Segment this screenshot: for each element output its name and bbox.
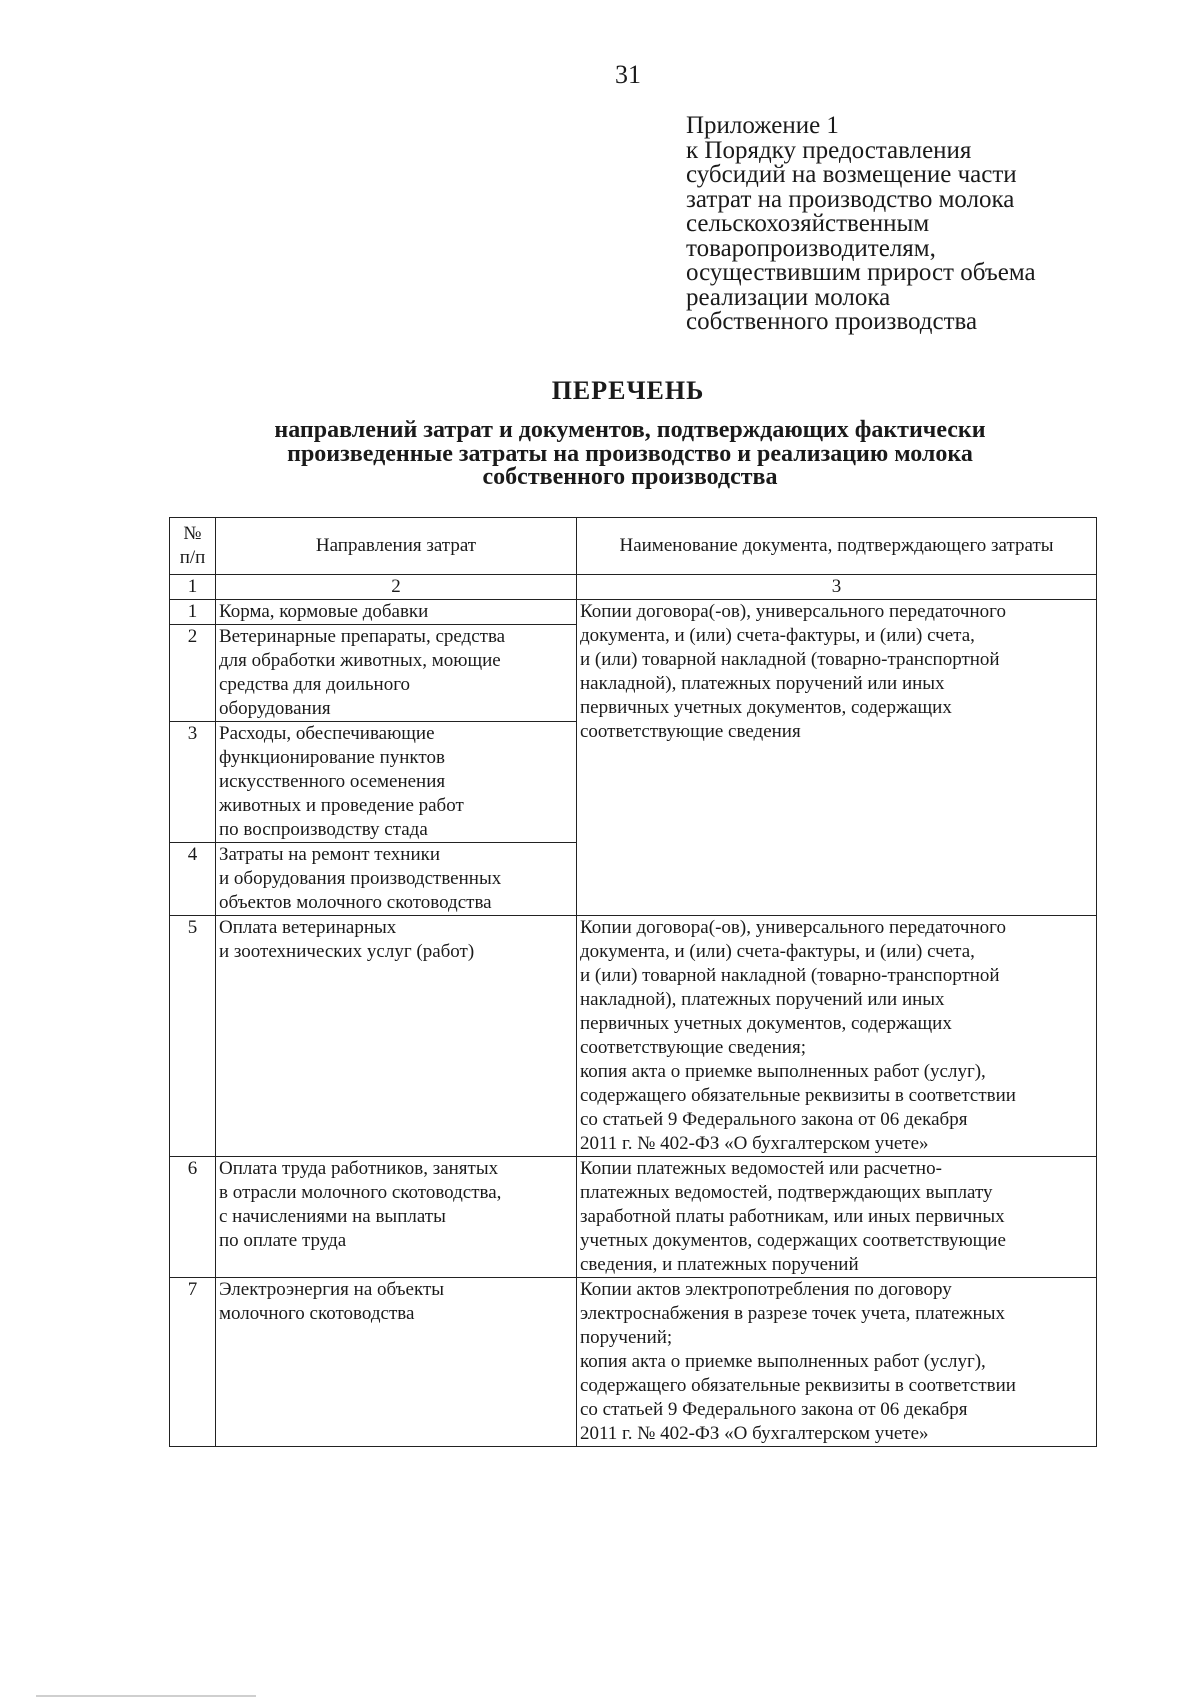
row-direction: [216, 1157, 577, 1278]
direction-line: Ветеринарные препараты, средства: [219, 626, 506, 647]
document-line: первичных учетных документов, содержащих: [580, 697, 952, 718]
column-numbers-row: [170, 575, 1097, 600]
direction-line: Оплата ветеринарных: [219, 917, 397, 938]
direction-line: для обработки животных, моющие: [219, 650, 501, 671]
row-document: [577, 1157, 1097, 1278]
subtitle-line: произведенные затраты на производство и реализацию молока: [287, 440, 973, 467]
header-document: Наименование документа, подтверждающего затраты: [577, 518, 1097, 575]
document-line: копия акта о приемке выполненных работ (услуг),: [580, 1061, 986, 1082]
appendix-line: товаропроизводителям,: [686, 234, 936, 262]
document-line: содержащего обязательные реквизиты в соответствии: [580, 1085, 1016, 1106]
appendix-line: субсидий на возмещение части: [686, 161, 1017, 188]
column-number: 2: [216, 575, 577, 600]
header-num-line: п/п: [179, 547, 206, 568]
row-document: [577, 916, 1097, 1157]
direction-line: Оплата труда работников, занятых: [219, 1158, 499, 1179]
document-line: 2011 г. № 402-ФЗ «О бухгалтерском учете»: [580, 1423, 929, 1444]
direction-line: объектов молочного скотоводства: [219, 892, 492, 913]
row-number: 5: [170, 916, 216, 1157]
document-title: ПЕРЕЧЕНЬ: [551, 376, 705, 405]
row-direction: [216, 843, 577, 916]
table-row: [170, 1157, 1097, 1278]
row-document-merged: [577, 600, 1097, 916]
table-row: [170, 600, 1097, 625]
column-number: 1: [170, 575, 216, 600]
subtitle-line: направлений затрат и документов, подтверждающих фактически: [274, 417, 986, 443]
direction-line: по оплате труда: [219, 1230, 347, 1251]
row-direction: [216, 600, 577, 625]
document-line: со статьей 9 Федерального закона от 06 декабря: [580, 1399, 968, 1420]
direction-line: Электроэнергия на объекты: [219, 1279, 445, 1300]
appendix-line: реализации молока: [686, 283, 891, 311]
document-line: поручений;: [580, 1327, 673, 1348]
document-line: накладной), платежных поручений или иных: [580, 989, 945, 1010]
appendix-line: к Порядку предоставления: [686, 136, 972, 164]
direction-line: и зоотехнических услуг (работ): [219, 941, 475, 962]
direction-line: средства для доильного: [219, 674, 411, 695]
scan-artifact-line: [36, 1695, 256, 1697]
appendix-line: осуществившим прирост объема: [686, 259, 1036, 286]
document-line: соответствующие сведения: [580, 721, 801, 742]
subtitle-line: собственного производства: [482, 464, 778, 490]
document-line: Копии договора(-ов), универсального передаточного: [580, 601, 1006, 622]
direction-line: Корма, кормовые добавки: [219, 601, 429, 622]
table-row: [170, 1278, 1097, 1447]
document-subtitle: [180, 419, 1080, 490]
row-direction: [216, 625, 577, 722]
appendix-line: Приложение 1: [686, 112, 839, 139]
document-line: содержащего обязательные реквизиты в соответствии: [580, 1375, 1016, 1396]
appendix-line: собственного производства: [686, 308, 978, 335]
document-line: электроснабжения в разрезе точек учета, платежных: [580, 1303, 1005, 1324]
page-number: 31: [615, 60, 641, 89]
direction-line: Расходы, обеспечивающие: [219, 723, 435, 744]
direction-line: по воспроизводству стада: [219, 819, 428, 840]
document-line: учетных документов, содержащих соответствующие: [580, 1230, 1006, 1251]
row-number: 1: [170, 600, 216, 625]
document-line: платежных ведомостей, подтверждающих выплату: [580, 1182, 993, 1203]
row-number: 7: [170, 1278, 216, 1447]
document-line: и (или) товарной накладной (товарно-транспортной: [580, 965, 1000, 986]
direction-line: искусственного осеменения: [219, 771, 446, 792]
document-line: Копии договора(-ов), универсального передаточного: [580, 917, 1006, 938]
direction-line: оборудования: [219, 698, 331, 719]
direction-line: функционирование пунктов: [219, 747, 445, 768]
document-line: документа, и (или) счета-фактуры, и (или) счета,: [580, 625, 975, 646]
document-line: и (или) товарной накладной (товарно-транспортной: [580, 649, 1000, 670]
document-line: заработной платы работникам, или иных первичных: [580, 1206, 1005, 1227]
document-line: Копии платежных ведомостей или расчетно-: [580, 1158, 942, 1179]
appendix-line: затрат на производство молока: [686, 185, 1015, 213]
direction-line: молочного скотоводства: [219, 1303, 415, 1324]
row-direction: [216, 722, 577, 843]
document-line: со статьей 9 Федерального закона от 06 декабря: [580, 1109, 968, 1130]
row-number: 6: [170, 1157, 216, 1278]
document-line: Копии актов электропотребления по договору: [580, 1279, 952, 1300]
header-direction: Направления затрат: [216, 518, 577, 575]
document-line: 2011 г. № 402-ФЗ «О бухгалтерском учете»: [580, 1133, 929, 1154]
appendix-line: сельскохозяйственным: [686, 210, 930, 237]
header-num: [170, 518, 216, 575]
appendix-note: [686, 114, 1036, 335]
direction-line: с начислениями на выплаты: [219, 1206, 446, 1227]
row-number: 3: [170, 722, 216, 843]
table-row: [170, 916, 1097, 1157]
document-line: соответствующие сведения;: [580, 1037, 806, 1058]
document-line: сведения, и платежных поручений: [580, 1254, 859, 1275]
table-header-row: [170, 518, 1097, 575]
document-line: копия акта о приемке выполненных работ (услуг),: [580, 1351, 986, 1372]
cost-documents-table: [169, 517, 1097, 1447]
row-direction: [216, 1278, 577, 1447]
direction-line: животных и проведение работ: [219, 795, 464, 816]
header-num-line: №: [183, 523, 202, 544]
column-number: 3: [577, 575, 1097, 600]
direction-line: и оборудования производственных: [219, 868, 502, 889]
row-direction: [216, 916, 577, 1157]
row-number: 2: [170, 625, 216, 722]
direction-line: Затраты на ремонт техники: [219, 844, 441, 865]
row-number: 4: [170, 843, 216, 916]
row-document: [577, 1278, 1097, 1447]
document-line: накладной), платежных поручений или иных: [580, 673, 945, 694]
direction-line: в отрасли молочного скотоводства,: [219, 1182, 502, 1203]
document-line: документа, и (или) счета-фактуры, и (или) счета,: [580, 941, 975, 962]
document-line: первичных учетных документов, содержащих: [580, 1013, 952, 1034]
